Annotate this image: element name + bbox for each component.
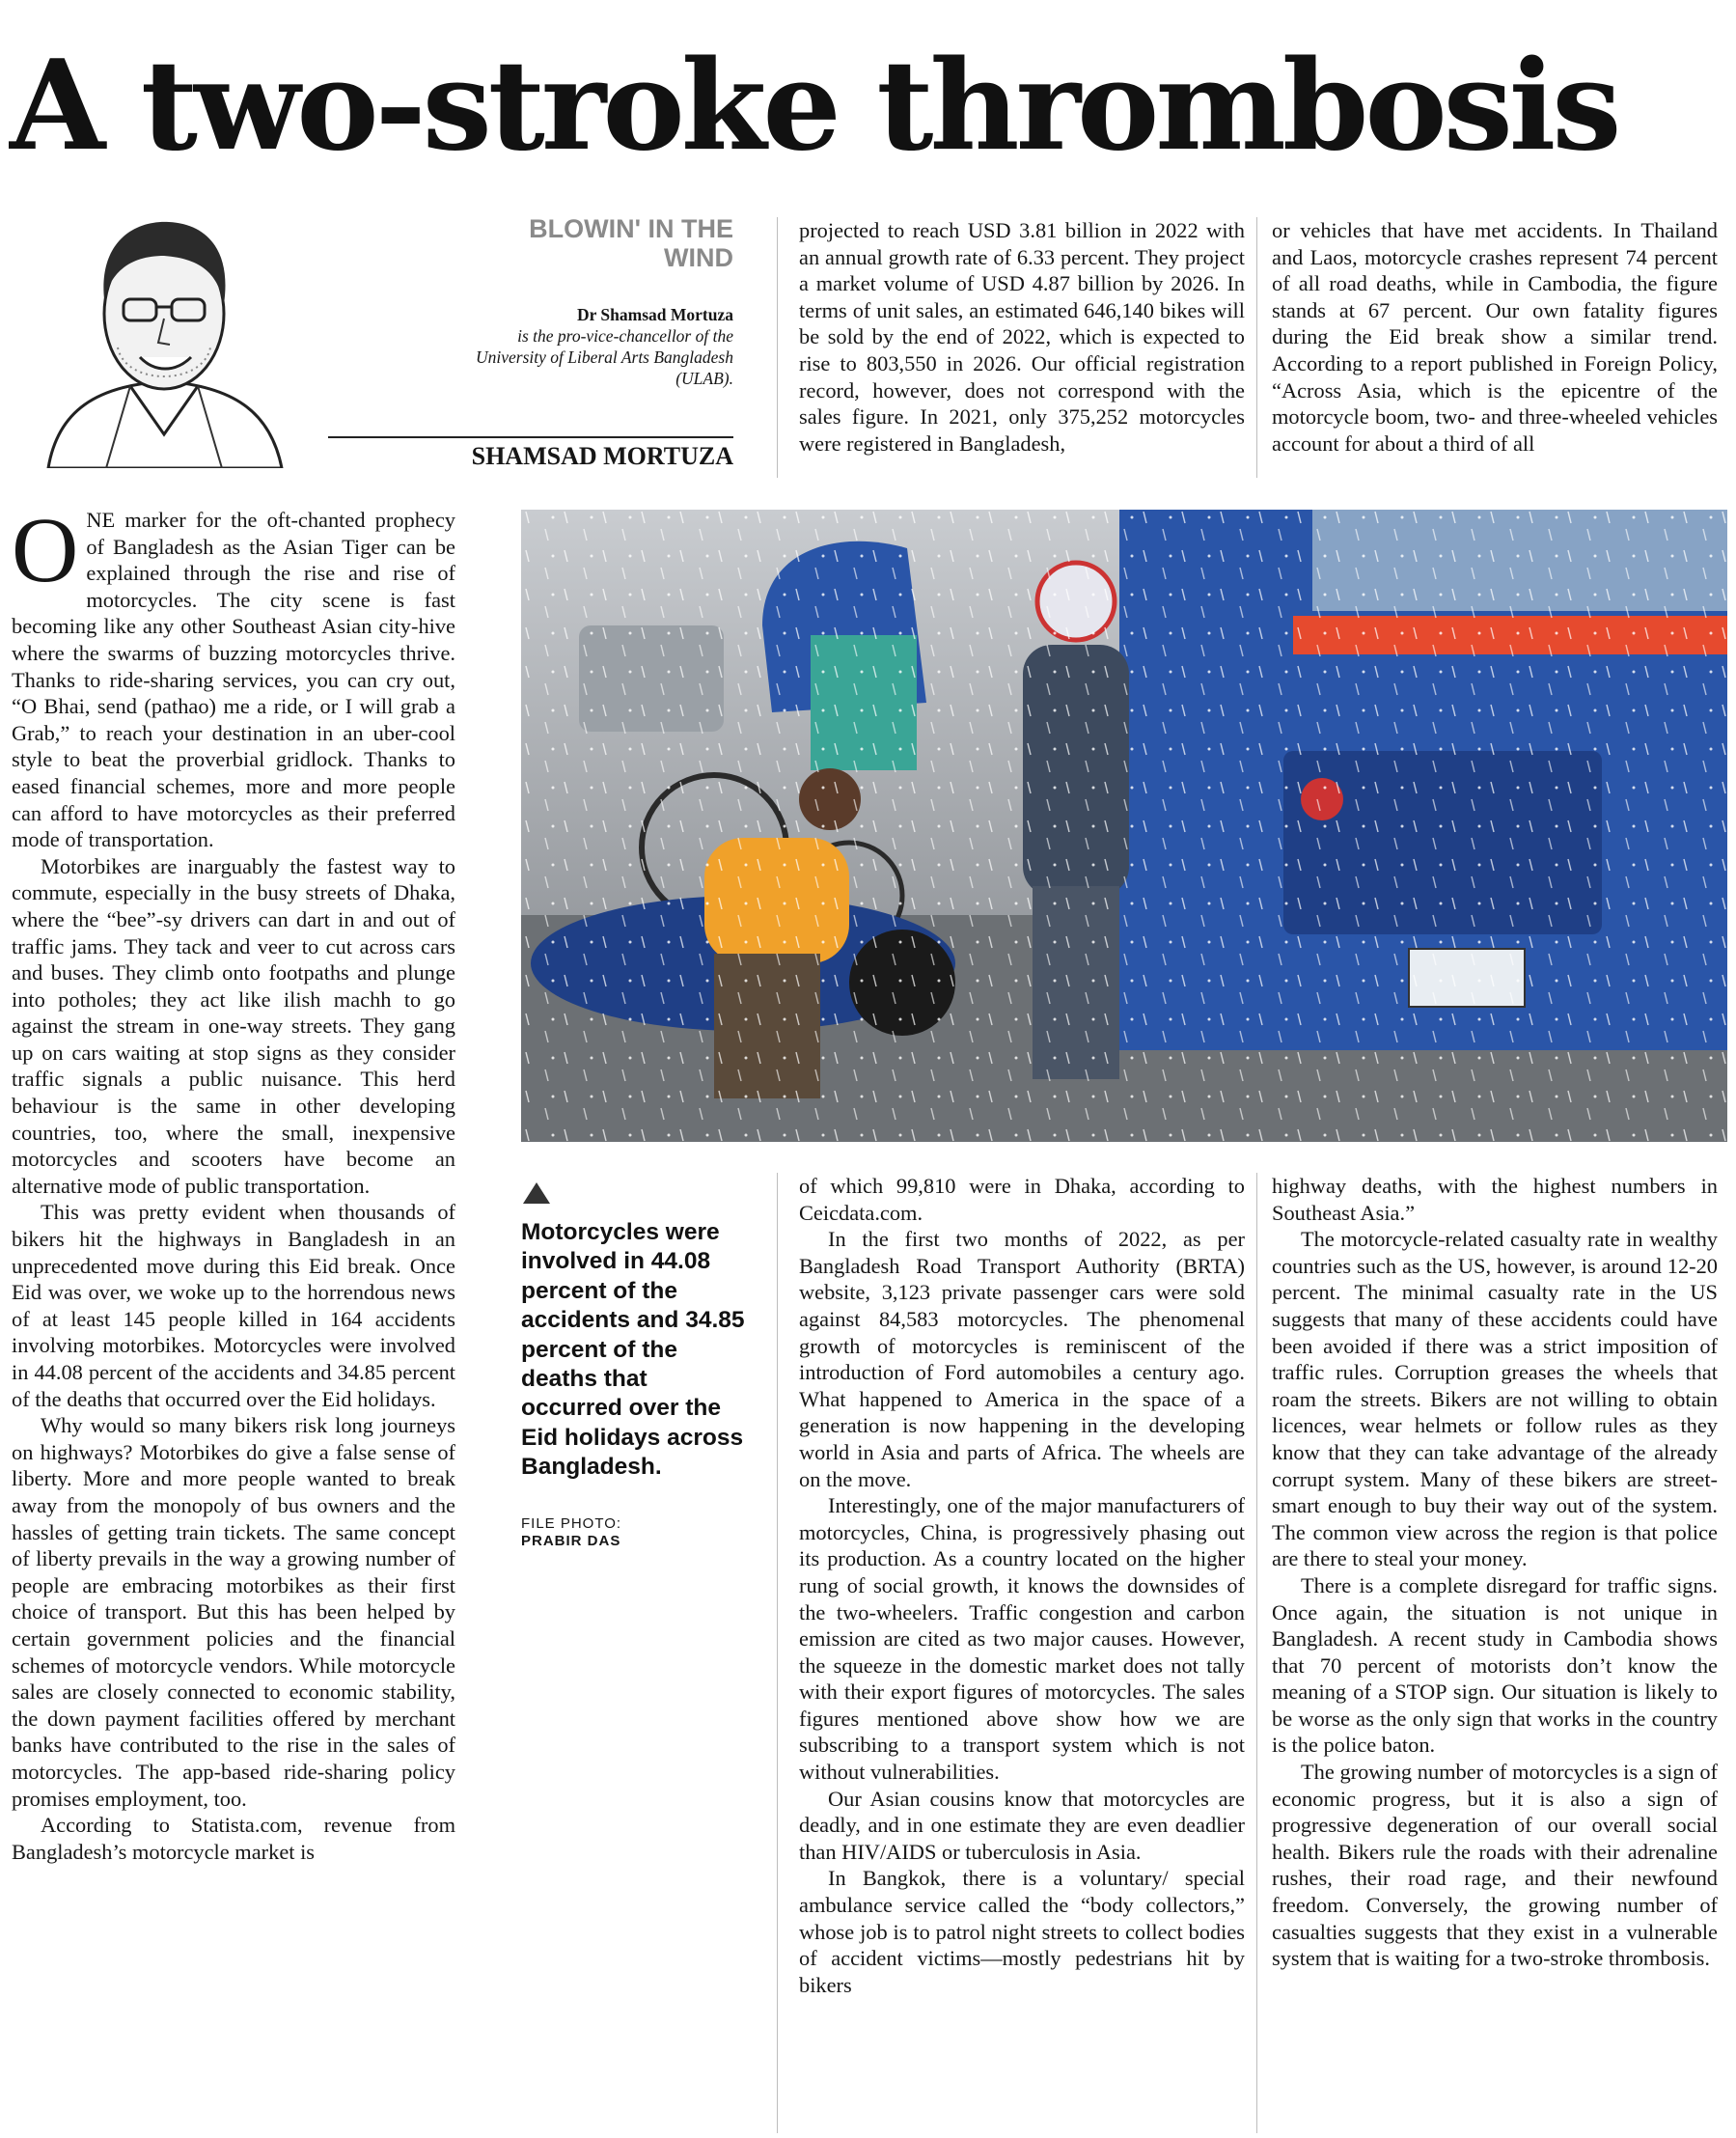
article-paragraph: ONE marker for the oft-chanted prophecy of Bangladesh as the Asian Tiger can be explained through the rise and rise of motorcycles. The city scene is fast becoming like any other Southeast Asian city-hive where the swarms of buzzing motorcycles thrive. Thanks to ride-sharing services, you can cry out, “O Bhai, send (pathao) me a ride, or I will grab a Grab,” to reach your destination in an uber-cool style to beat the proverbial gridlock. Thanks to eased financial schemes, more and more people can afford to have motorcycles as their preferred mode of transportation. — [12, 507, 455, 852]
author-bio-text: is the pro-vice-chancellor of the University of Liberal Arts Bangladesh (ULAB). — [475, 326, 733, 388]
article-paragraph: The motorcycle-related casualty rate in wealthy countries such as the US, however, is around 12-20 percent. The minimal casualty rate in the US suggests that many of these accidents could have been avoided if there was a strict imposition of traffic rules. Corruption greases the wheels that roam the streets. Bikers are not willing to obtain licences, wear helmets or follow rules as they know that they can take advantage of the already corrupt system. Many of these bikers are street-smart enough to buy their way out of the system. The common view across the region is that police are there to steal your money. — [1272, 1227, 1718, 1571]
photo-caption: Motorcycles were involved in 44.08 percent of the accidents and 34.85 percent of the deaths that occurred over the Eid holidays across Bangladesh. — [521, 1219, 745, 1481]
article-column-2-bottom — [799, 1173, 1245, 2133]
column-rule — [777, 1173, 778, 2133]
byline: SHAMSAD MORTUZA — [471, 442, 733, 470]
caption-arrow-icon — [523, 1182, 550, 1204]
photo-credit — [521, 1515, 753, 1550]
article-paragraph: projected to reach USD 3.81 billion in 2022 with an annual growth rate of 6.33 percent. They project a market volume of USD 4.87 billion by 2026. In terms of unit sales, an estimated 646,140 bikes will be sold by the end of 2022, which is expected to rise to 803,550 in 2026. Our official registration record, however, does not correspond with the sales figure. In 2021, only 375,252 motorcycles were registered in Bangladesh, — [799, 218, 1245, 456]
drop-cap: O — [12, 507, 79, 601]
author-bio — [454, 304, 733, 389]
article-paragraph: This was pretty evident when thousands of bikers hit the highways in Bangladesh in an unprecedented move during this Eid break. Once Eid was over, we woke up to the horrendous news of at least 145 people killed in 164 accidents involving motorbikes. Motorcycles were involved in 44.08 percent of the accidents and 34.85 percent of the deaths that occurred over the Eid holidays. — [12, 1200, 455, 1411]
photo-credit-label: FILE PHOTO: — [521, 1515, 622, 1532]
article-column-1 — [12, 507, 455, 2133]
article-column-3-top — [1272, 217, 1718, 478]
column-kicker: BLOWIN' IN THE WIND — [529, 214, 733, 272]
article-paragraph: Interestingly, one of the major manufacturers of motorcycles, China, is progressively phasing out its production. As a country located on the higher rung of social growth, it knows the downsides of the two-wheelers. Traffic congestion and carbon emission are cited as two major causes. However, the squeeze in the domestic market does not tally with their export figures of motorcycles. The sales figures mentioned above show how we are subscribing to a transport system which is not without vulnerabilities. — [799, 1493, 1245, 1785]
portrait-lapel-left — [106, 386, 130, 468]
article-paragraph: of which 99,810 were in Dhaka, according to Ceicdata.com. — [799, 1174, 1245, 1225]
article-paragraph: There is a complete disregard for traffic signs. Once again, the situation is not unique in Bangladesh. A recent study in Cambodia shows that 70 percent of motorists don’t know the meaning of a STOP sign. Our situation is likely to be worse as the only sign that works in the country is the police baton. — [1272, 1572, 1718, 1758]
article-paragraph: highway deaths, with the highest numbers in Southeast Asia.” — [1272, 1174, 1718, 1225]
rain-overlay — [521, 510, 1727, 1142]
article-column-3-bottom — [1272, 1173, 1718, 2133]
article-column-2-top — [799, 217, 1245, 478]
article-paragraph: The growing number of motorcycles is a sign of economic progress, but it is also a sign of progressive degeneration of our overall social health. Bikers rule the roads with their adrenaline rushes, their road rage, and their newfound freedom. Conversely, the growing number of casualties suggests that they exist in a vulnerable system that is waiting for a two-stroke thrombosis. — [1272, 1760, 1718, 1971]
portrait-shoulders — [48, 381, 282, 468]
article-paragraph: Motorbikes are inarguably the fastest way to commute, especially in the busy streets of Dhaka, where the “bee”-sy drivers can dart in and out of traffic jams. They tack and veer to cut across cars and buses. They climb onto footpaths and plunge into potholes; they act like ilish machh to go against the stream in one-way streets. They gang up on cars waiting at stop signs as they consider traffic signals a public nuisance. This herd behaviour is the same in other developing countries, too, where the small, inexpensive motorcycles and scooters have become an alternative mode of public transportation. — [12, 853, 455, 1198]
author-portrait — [39, 203, 289, 468]
column-rule — [1256, 217, 1257, 478]
portrait-lapel-right — [198, 386, 222, 468]
article-paragraph: According to Statista.com, revenue from Bangladesh’s motorcycle market is — [12, 1813, 455, 1864]
photo-credit-name: PRABIR DAS — [521, 1533, 621, 1549]
article-paragraph: In the first two months of 2022, as per Bangladesh Road Transport Authority (BRTA) website, 3,123 private passenger cars were sold against 84,583 motorcycles. The phenomenal growth of motorcycles is reminiscent of the introduction of Ford automobiles a century ago. What happened to America in the space of a generation is now happening in the developing world in Asia and parts of Africa. The wheels are on the move. — [799, 1227, 1245, 1491]
headline: A two-stroke thrombosis — [10, 34, 1618, 179]
news-photo — [521, 510, 1727, 1142]
article-paragraph: or vehicles that have met accidents. In Thailand and Laos, motorcycle crashes represent 74 percent of all road deaths, while in Cambodia, the figure stands at 67 percent. Our own fatality figures during the Eid break show a similar trend. According to a report published in Foreign Policy, “Across Asia, which is the epicentre of the motorcycle boom, two- and three-wheeled vehicles account for about a third of all — [1272, 218, 1718, 456]
byline-rule — [328, 436, 733, 438]
article-paragraph: Our Asian cousins know that motorcycles are deadly, and in one estimate they are even deadlier than HIV/AIDS or tuberculosis in Asia. — [799, 1786, 1245, 1864]
column-rule — [777, 217, 778, 478]
article-paragraph: Why would so many bikers risk long journeys on highways? Motorbikes do give a false sense of liberty. More and more people wanted to break away from the monopoly of bus owners and the hassles of getting train tickets. The same concept of liberty prevails in the way a growing number of people are embracing motorbikes as their first choice of transport. But this has been helped by certain government policies and the financial schemes of motorcycle vendors. While motorcycle sales are closely connected to economic stability, the down payment facilities offered by merchant banks have contributed to the rise in the sales of motorcycles. The app-based ride-sharing policy promises employment, too. — [12, 1413, 455, 1811]
author-name: Dr Shamsad Mortuza — [576, 305, 733, 324]
portrait-collar — [130, 386, 198, 434]
column-rule — [1256, 1173, 1257, 2133]
article-paragraph: In Bangkok, there is a voluntary/ special ambulance service called the “body collectors,” whose job is to patrol night streets to collect bodies of accident victims—mostly pedestrians hit by bikers — [799, 1866, 1245, 1997]
